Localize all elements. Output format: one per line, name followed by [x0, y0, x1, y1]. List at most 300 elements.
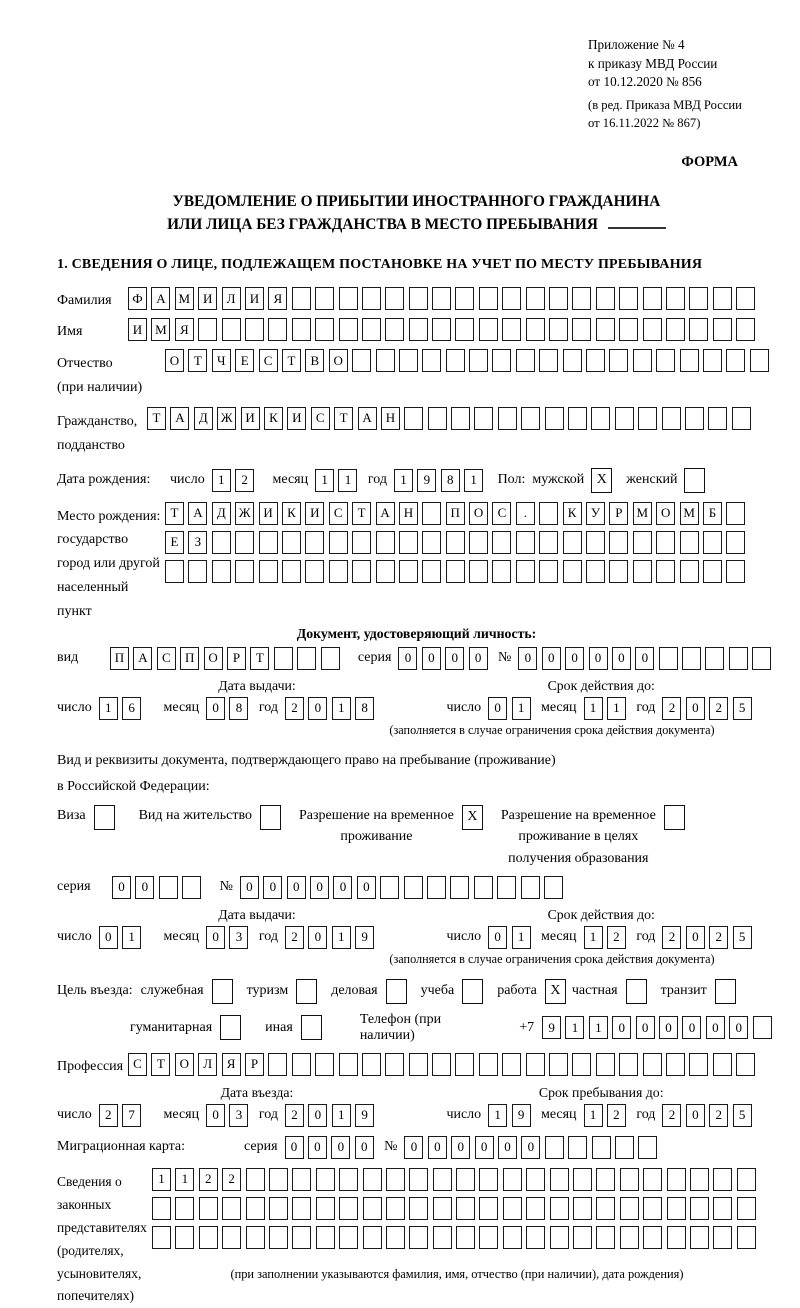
char-box[interactable]	[638, 1136, 657, 1159]
char-box[interactable]	[268, 318, 287, 341]
char-box[interactable]	[339, 1226, 358, 1249]
char-box[interactable]: К	[563, 502, 582, 525]
char-box[interactable]	[316, 1168, 335, 1191]
char-box[interactable]: 2	[222, 1168, 241, 1191]
char-box[interactable]	[292, 1197, 311, 1220]
char-box[interactable]	[474, 407, 493, 430]
char-box[interactable]: С	[259, 349, 278, 372]
char-box[interactable]	[516, 349, 535, 372]
char-box[interactable]: Я	[268, 287, 287, 310]
char-box[interactable]	[409, 1197, 428, 1220]
visa-checkbox[interactable]	[94, 805, 115, 830]
char-box[interactable]: И	[305, 502, 324, 525]
char-box[interactable]: 0	[112, 876, 131, 899]
char-box[interactable]	[539, 349, 558, 372]
char-box[interactable]	[729, 647, 748, 670]
char-box[interactable]	[339, 1197, 358, 1220]
char-box[interactable]	[432, 318, 451, 341]
char-box[interactable]	[380, 876, 399, 899]
char-box[interactable]: 0	[686, 1104, 705, 1127]
char-box[interactable]: 2	[662, 926, 681, 949]
char-box[interactable]: 0	[445, 647, 464, 670]
char-box[interactable]	[690, 1168, 709, 1191]
char-box[interactable]	[363, 1168, 382, 1191]
char-box[interactable]	[659, 647, 678, 670]
char-box[interactable]	[385, 287, 404, 310]
char-box[interactable]: Е	[235, 349, 254, 372]
char-box[interactable]: О	[329, 349, 348, 372]
char-box[interactable]: 0	[308, 697, 327, 720]
char-box[interactable]	[705, 647, 724, 670]
char-box[interactable]: К	[264, 407, 283, 430]
char-box[interactable]	[596, 1168, 615, 1191]
char-box[interactable]: 1	[332, 926, 351, 949]
char-box[interactable]: 2	[662, 1104, 681, 1127]
purpose-chastnaya-checkbox[interactable]	[626, 979, 647, 1004]
char-box[interactable]: 1	[175, 1168, 194, 1191]
char-box[interactable]	[521, 407, 540, 430]
char-box[interactable]	[680, 349, 699, 372]
char-box[interactable]: О	[656, 502, 675, 525]
char-box[interactable]	[432, 287, 451, 310]
char-box[interactable]	[521, 876, 540, 899]
char-box[interactable]	[526, 1168, 545, 1191]
char-box[interactable]	[409, 1168, 428, 1191]
char-box[interactable]	[503, 1197, 522, 1220]
char-box[interactable]	[469, 531, 488, 554]
char-box[interactable]	[596, 287, 615, 310]
char-box[interactable]: 0	[206, 926, 225, 949]
char-box[interactable]	[246, 1197, 265, 1220]
char-box[interactable]: Т	[188, 349, 207, 372]
char-box[interactable]	[274, 647, 293, 670]
char-box[interactable]: 3	[229, 926, 248, 949]
char-box[interactable]: 0	[287, 876, 306, 899]
char-box[interactable]	[363, 1197, 382, 1220]
char-box[interactable]	[259, 531, 278, 554]
char-box[interactable]	[572, 318, 591, 341]
char-box[interactable]: 0	[428, 1136, 447, 1159]
char-box[interactable]: 0	[636, 1016, 655, 1039]
char-box[interactable]	[269, 1226, 288, 1249]
char-box[interactable]: 9	[512, 1104, 531, 1127]
char-box[interactable]: И	[241, 407, 260, 430]
char-box[interactable]	[455, 318, 474, 341]
char-box[interactable]	[497, 876, 516, 899]
char-box[interactable]	[572, 287, 591, 310]
char-box[interactable]	[292, 1053, 311, 1076]
char-box[interactable]: 5	[733, 697, 752, 720]
char-box[interactable]	[199, 1226, 218, 1249]
char-box[interactable]	[409, 318, 428, 341]
char-box[interactable]	[409, 1226, 428, 1249]
char-box[interactable]	[315, 287, 334, 310]
char-box[interactable]: Т	[334, 407, 353, 430]
char-box[interactable]	[713, 1168, 732, 1191]
char-box[interactable]: 9	[355, 1104, 374, 1127]
char-box[interactable]	[666, 318, 685, 341]
char-box[interactable]	[376, 560, 395, 583]
char-box[interactable]	[545, 407, 564, 430]
char-box[interactable]	[450, 876, 469, 899]
char-box[interactable]	[363, 1226, 382, 1249]
rvp-checkbox[interactable]: X	[462, 805, 483, 830]
purpose-tranzit-checkbox[interactable]	[715, 979, 736, 1004]
char-box[interactable]: 0	[285, 1136, 304, 1159]
char-box[interactable]: Ч	[212, 349, 231, 372]
char-box[interactable]: 2	[285, 1104, 304, 1127]
char-box[interactable]: 2	[285, 697, 304, 720]
char-box[interactable]	[451, 407, 470, 430]
char-box[interactable]: 9	[542, 1016, 561, 1039]
char-box[interactable]	[713, 1053, 732, 1076]
char-box[interactable]	[539, 531, 558, 554]
char-box[interactable]	[352, 531, 371, 554]
char-box[interactable]: И	[128, 318, 147, 341]
char-box[interactable]	[329, 560, 348, 583]
char-box[interactable]	[736, 287, 755, 310]
char-box[interactable]	[469, 560, 488, 583]
char-box[interactable]: П	[110, 647, 129, 670]
char-box[interactable]	[643, 1197, 662, 1220]
char-box[interactable]	[352, 349, 371, 372]
char-box[interactable]	[282, 560, 301, 583]
char-box[interactable]	[316, 1197, 335, 1220]
char-box[interactable]	[235, 531, 254, 554]
char-box[interactable]	[492, 349, 511, 372]
char-box[interactable]: С	[492, 502, 511, 525]
char-box[interactable]	[619, 1053, 638, 1076]
char-box[interactable]	[526, 1053, 545, 1076]
char-box[interactable]: Д	[194, 407, 213, 430]
char-box[interactable]: 1	[607, 697, 626, 720]
char-box[interactable]: 1	[488, 1104, 507, 1127]
char-box[interactable]	[404, 407, 423, 430]
char-box[interactable]: О	[175, 1053, 194, 1076]
char-box[interactable]: 1	[512, 697, 531, 720]
char-box[interactable]	[596, 1053, 615, 1076]
char-box[interactable]: 5	[733, 926, 752, 949]
char-box[interactable]: А	[133, 647, 152, 670]
char-box[interactable]	[568, 407, 587, 430]
char-box[interactable]	[455, 1053, 474, 1076]
char-box[interactable]	[479, 1226, 498, 1249]
char-box[interactable]	[667, 1168, 686, 1191]
char-box[interactable]	[573, 1168, 592, 1191]
char-box[interactable]	[573, 1197, 592, 1220]
char-box[interactable]: З	[188, 531, 207, 554]
char-box[interactable]	[526, 1226, 545, 1249]
char-box[interactable]: 0	[521, 1136, 540, 1159]
char-box[interactable]	[568, 1136, 587, 1159]
char-box[interactable]	[737, 1197, 756, 1220]
char-box[interactable]	[667, 1197, 686, 1220]
char-box[interactable]	[456, 1226, 475, 1249]
char-box[interactable]	[222, 318, 241, 341]
char-box[interactable]	[502, 318, 521, 341]
char-box[interactable]: И	[245, 287, 264, 310]
char-box[interactable]	[297, 647, 316, 670]
char-box[interactable]	[656, 349, 675, 372]
char-box[interactable]	[456, 1168, 475, 1191]
char-box[interactable]: 0	[469, 647, 488, 670]
char-box[interactable]	[315, 1053, 334, 1076]
purpose-inaya-checkbox[interactable]	[301, 1015, 322, 1040]
char-box[interactable]: 1	[315, 469, 334, 492]
char-box[interactable]	[550, 1168, 569, 1191]
char-box[interactable]: 0	[612, 647, 631, 670]
char-box[interactable]: 0	[612, 1016, 631, 1039]
char-box[interactable]: Т	[147, 407, 166, 430]
char-box[interactable]: 0	[357, 876, 376, 899]
char-box[interactable]	[245, 318, 264, 341]
char-box[interactable]: 0	[355, 1136, 374, 1159]
char-box[interactable]	[339, 1053, 358, 1076]
char-box[interactable]	[753, 1016, 772, 1039]
char-box[interactable]: 0	[135, 876, 154, 899]
char-box[interactable]	[498, 407, 517, 430]
char-box[interactable]	[433, 1168, 452, 1191]
char-box[interactable]: 8	[229, 697, 248, 720]
char-box[interactable]	[422, 560, 441, 583]
char-box[interactable]	[432, 1053, 451, 1076]
char-box[interactable]	[479, 287, 498, 310]
char-box[interactable]: 1	[152, 1168, 171, 1191]
char-box[interactable]	[539, 502, 558, 525]
char-box[interactable]	[689, 1053, 708, 1076]
char-box[interactable]	[446, 349, 465, 372]
char-box[interactable]: Ф	[128, 287, 147, 310]
char-box[interactable]	[615, 1136, 634, 1159]
char-box[interactable]	[305, 560, 324, 583]
char-box[interactable]: 0	[475, 1136, 494, 1159]
char-box[interactable]	[620, 1197, 639, 1220]
char-box[interactable]: 0	[451, 1136, 470, 1159]
char-box[interactable]: 0	[331, 1136, 350, 1159]
char-box[interactable]	[591, 407, 610, 430]
char-box[interactable]	[479, 1053, 498, 1076]
char-box[interactable]	[474, 876, 493, 899]
char-box[interactable]	[620, 1168, 639, 1191]
char-box[interactable]: 1	[212, 469, 231, 492]
char-box[interactable]	[503, 1168, 522, 1191]
char-box[interactable]	[479, 1197, 498, 1220]
char-box[interactable]	[399, 560, 418, 583]
char-box[interactable]: Ж	[217, 407, 236, 430]
char-box[interactable]: 9	[355, 926, 374, 949]
char-box[interactable]: 0	[686, 926, 705, 949]
char-box[interactable]	[703, 349, 722, 372]
char-box[interactable]	[596, 1226, 615, 1249]
char-box[interactable]	[690, 1197, 709, 1220]
char-box[interactable]	[549, 318, 568, 341]
char-box[interactable]: 0	[635, 647, 654, 670]
char-box[interactable]: И	[259, 502, 278, 525]
char-box[interactable]: М	[633, 502, 652, 525]
char-box[interactable]	[152, 1197, 171, 1220]
purpose-turizm-checkbox[interactable]	[296, 979, 317, 1004]
char-box[interactable]: Н	[381, 407, 400, 430]
char-box[interactable]	[633, 531, 652, 554]
char-box[interactable]	[479, 318, 498, 341]
char-box[interactable]	[752, 647, 771, 670]
char-box[interactable]	[188, 560, 207, 583]
char-box[interactable]	[573, 1226, 592, 1249]
char-box[interactable]: 0	[498, 1136, 517, 1159]
char-box[interactable]: Л	[222, 287, 241, 310]
char-box[interactable]: 0	[659, 1016, 678, 1039]
char-box[interactable]: 1	[565, 1016, 584, 1039]
char-box[interactable]: 0	[240, 876, 259, 899]
char-box[interactable]	[503, 1226, 522, 1249]
char-box[interactable]: Т	[165, 502, 184, 525]
char-box[interactable]	[352, 560, 371, 583]
char-box[interactable]: К	[282, 502, 301, 525]
char-box[interactable]	[638, 407, 657, 430]
char-box[interactable]: 0	[333, 876, 352, 899]
char-box[interactable]	[666, 287, 685, 310]
char-box[interactable]	[235, 560, 254, 583]
char-box[interactable]	[422, 502, 441, 525]
char-box[interactable]: 1	[99, 697, 118, 720]
char-box[interactable]	[479, 1168, 498, 1191]
char-box[interactable]	[609, 560, 628, 583]
char-box[interactable]	[689, 318, 708, 341]
char-box[interactable]: О	[204, 647, 223, 670]
char-box[interactable]	[282, 531, 301, 554]
char-box[interactable]	[726, 502, 745, 525]
char-box[interactable]: 6	[122, 697, 141, 720]
char-box[interactable]: 1	[394, 469, 413, 492]
char-box[interactable]	[409, 1053, 428, 1076]
char-box[interactable]: 0	[308, 1136, 327, 1159]
char-box[interactable]	[292, 1168, 311, 1191]
char-box[interactable]	[362, 318, 381, 341]
char-box[interactable]: 0	[589, 647, 608, 670]
char-box[interactable]: 2	[709, 926, 728, 949]
char-box[interactable]	[246, 1226, 265, 1249]
char-box[interactable]	[455, 287, 474, 310]
char-box[interactable]	[680, 531, 699, 554]
char-box[interactable]	[643, 1226, 662, 1249]
char-box[interactable]: 8	[355, 697, 374, 720]
char-box[interactable]	[572, 1053, 591, 1076]
char-box[interactable]: Е	[165, 531, 184, 554]
char-box[interactable]	[469, 349, 488, 372]
char-box[interactable]	[550, 1226, 569, 1249]
char-box[interactable]	[516, 560, 535, 583]
char-box[interactable]	[596, 318, 615, 341]
char-box[interactable]	[620, 1226, 639, 1249]
char-box[interactable]: Р	[245, 1053, 264, 1076]
char-box[interactable]	[433, 1197, 452, 1220]
char-box[interactable]	[685, 407, 704, 430]
char-box[interactable]	[545, 1136, 564, 1159]
char-box[interactable]	[615, 407, 634, 430]
char-box[interactable]: 0	[488, 697, 507, 720]
char-box[interactable]: П	[446, 502, 465, 525]
char-box[interactable]: М	[175, 287, 194, 310]
char-box[interactable]: С	[329, 502, 348, 525]
char-box[interactable]	[386, 1197, 405, 1220]
char-box[interactable]: Т	[250, 647, 269, 670]
char-box[interactable]: 3	[229, 1104, 248, 1127]
char-box[interactable]	[399, 349, 418, 372]
char-box[interactable]: 2	[285, 926, 304, 949]
char-box[interactable]	[750, 349, 769, 372]
char-box[interactable]	[428, 407, 447, 430]
char-box[interactable]: Н	[399, 502, 418, 525]
char-box[interactable]: И	[198, 287, 217, 310]
char-box[interactable]	[165, 560, 184, 583]
char-box[interactable]	[643, 287, 662, 310]
char-box[interactable]	[726, 531, 745, 554]
char-box[interactable]: 8	[441, 469, 460, 492]
char-box[interactable]: 2	[199, 1168, 218, 1191]
char-box[interactable]	[726, 560, 745, 583]
char-box[interactable]	[690, 1226, 709, 1249]
char-box[interactable]: 0	[310, 876, 329, 899]
char-box[interactable]	[586, 349, 605, 372]
char-box[interactable]	[446, 560, 465, 583]
char-box[interactable]	[549, 287, 568, 310]
char-box[interactable]	[713, 287, 732, 310]
char-box[interactable]: 1	[122, 926, 141, 949]
char-box[interactable]: Р	[609, 502, 628, 525]
char-box[interactable]: О	[469, 502, 488, 525]
char-box[interactable]: И	[287, 407, 306, 430]
char-box[interactable]	[656, 531, 675, 554]
char-box[interactable]	[376, 531, 395, 554]
char-box[interactable]	[456, 1197, 475, 1220]
char-box[interactable]: 0	[686, 697, 705, 720]
char-box[interactable]	[662, 407, 681, 430]
char-box[interactable]	[713, 1197, 732, 1220]
char-box[interactable]	[399, 531, 418, 554]
char-box[interactable]	[586, 531, 605, 554]
char-box[interactable]: 2	[607, 926, 626, 949]
char-box[interactable]: 0	[263, 876, 282, 899]
char-box[interactable]	[609, 531, 628, 554]
char-box[interactable]	[689, 287, 708, 310]
char-box[interactable]	[376, 349, 395, 372]
char-box[interactable]: Д	[212, 502, 231, 525]
char-box[interactable]: В	[305, 349, 324, 372]
char-box[interactable]	[339, 318, 358, 341]
char-box[interactable]	[404, 876, 423, 899]
char-box[interactable]	[667, 1226, 686, 1249]
char-box[interactable]	[492, 560, 511, 583]
char-box[interactable]	[732, 407, 751, 430]
char-box[interactable]	[386, 1168, 405, 1191]
char-box[interactable]: С	[311, 407, 330, 430]
char-box[interactable]: У	[586, 502, 605, 525]
char-box[interactable]: 0	[99, 926, 118, 949]
purpose-gumanitarnaya-checkbox[interactable]	[220, 1015, 241, 1040]
purpose-sluzhebnaya-checkbox[interactable]	[212, 979, 233, 1004]
char-box[interactable]	[516, 531, 535, 554]
char-box[interactable]: Б	[703, 502, 722, 525]
char-box[interactable]	[198, 318, 217, 341]
char-box[interactable]	[563, 349, 582, 372]
char-box[interactable]	[212, 560, 231, 583]
char-box[interactable]	[433, 1226, 452, 1249]
char-box[interactable]	[182, 876, 201, 899]
char-box[interactable]: 0	[706, 1016, 725, 1039]
char-box[interactable]: 0	[565, 647, 584, 670]
char-box[interactable]: 0	[206, 697, 225, 720]
char-box[interactable]: А	[376, 502, 395, 525]
